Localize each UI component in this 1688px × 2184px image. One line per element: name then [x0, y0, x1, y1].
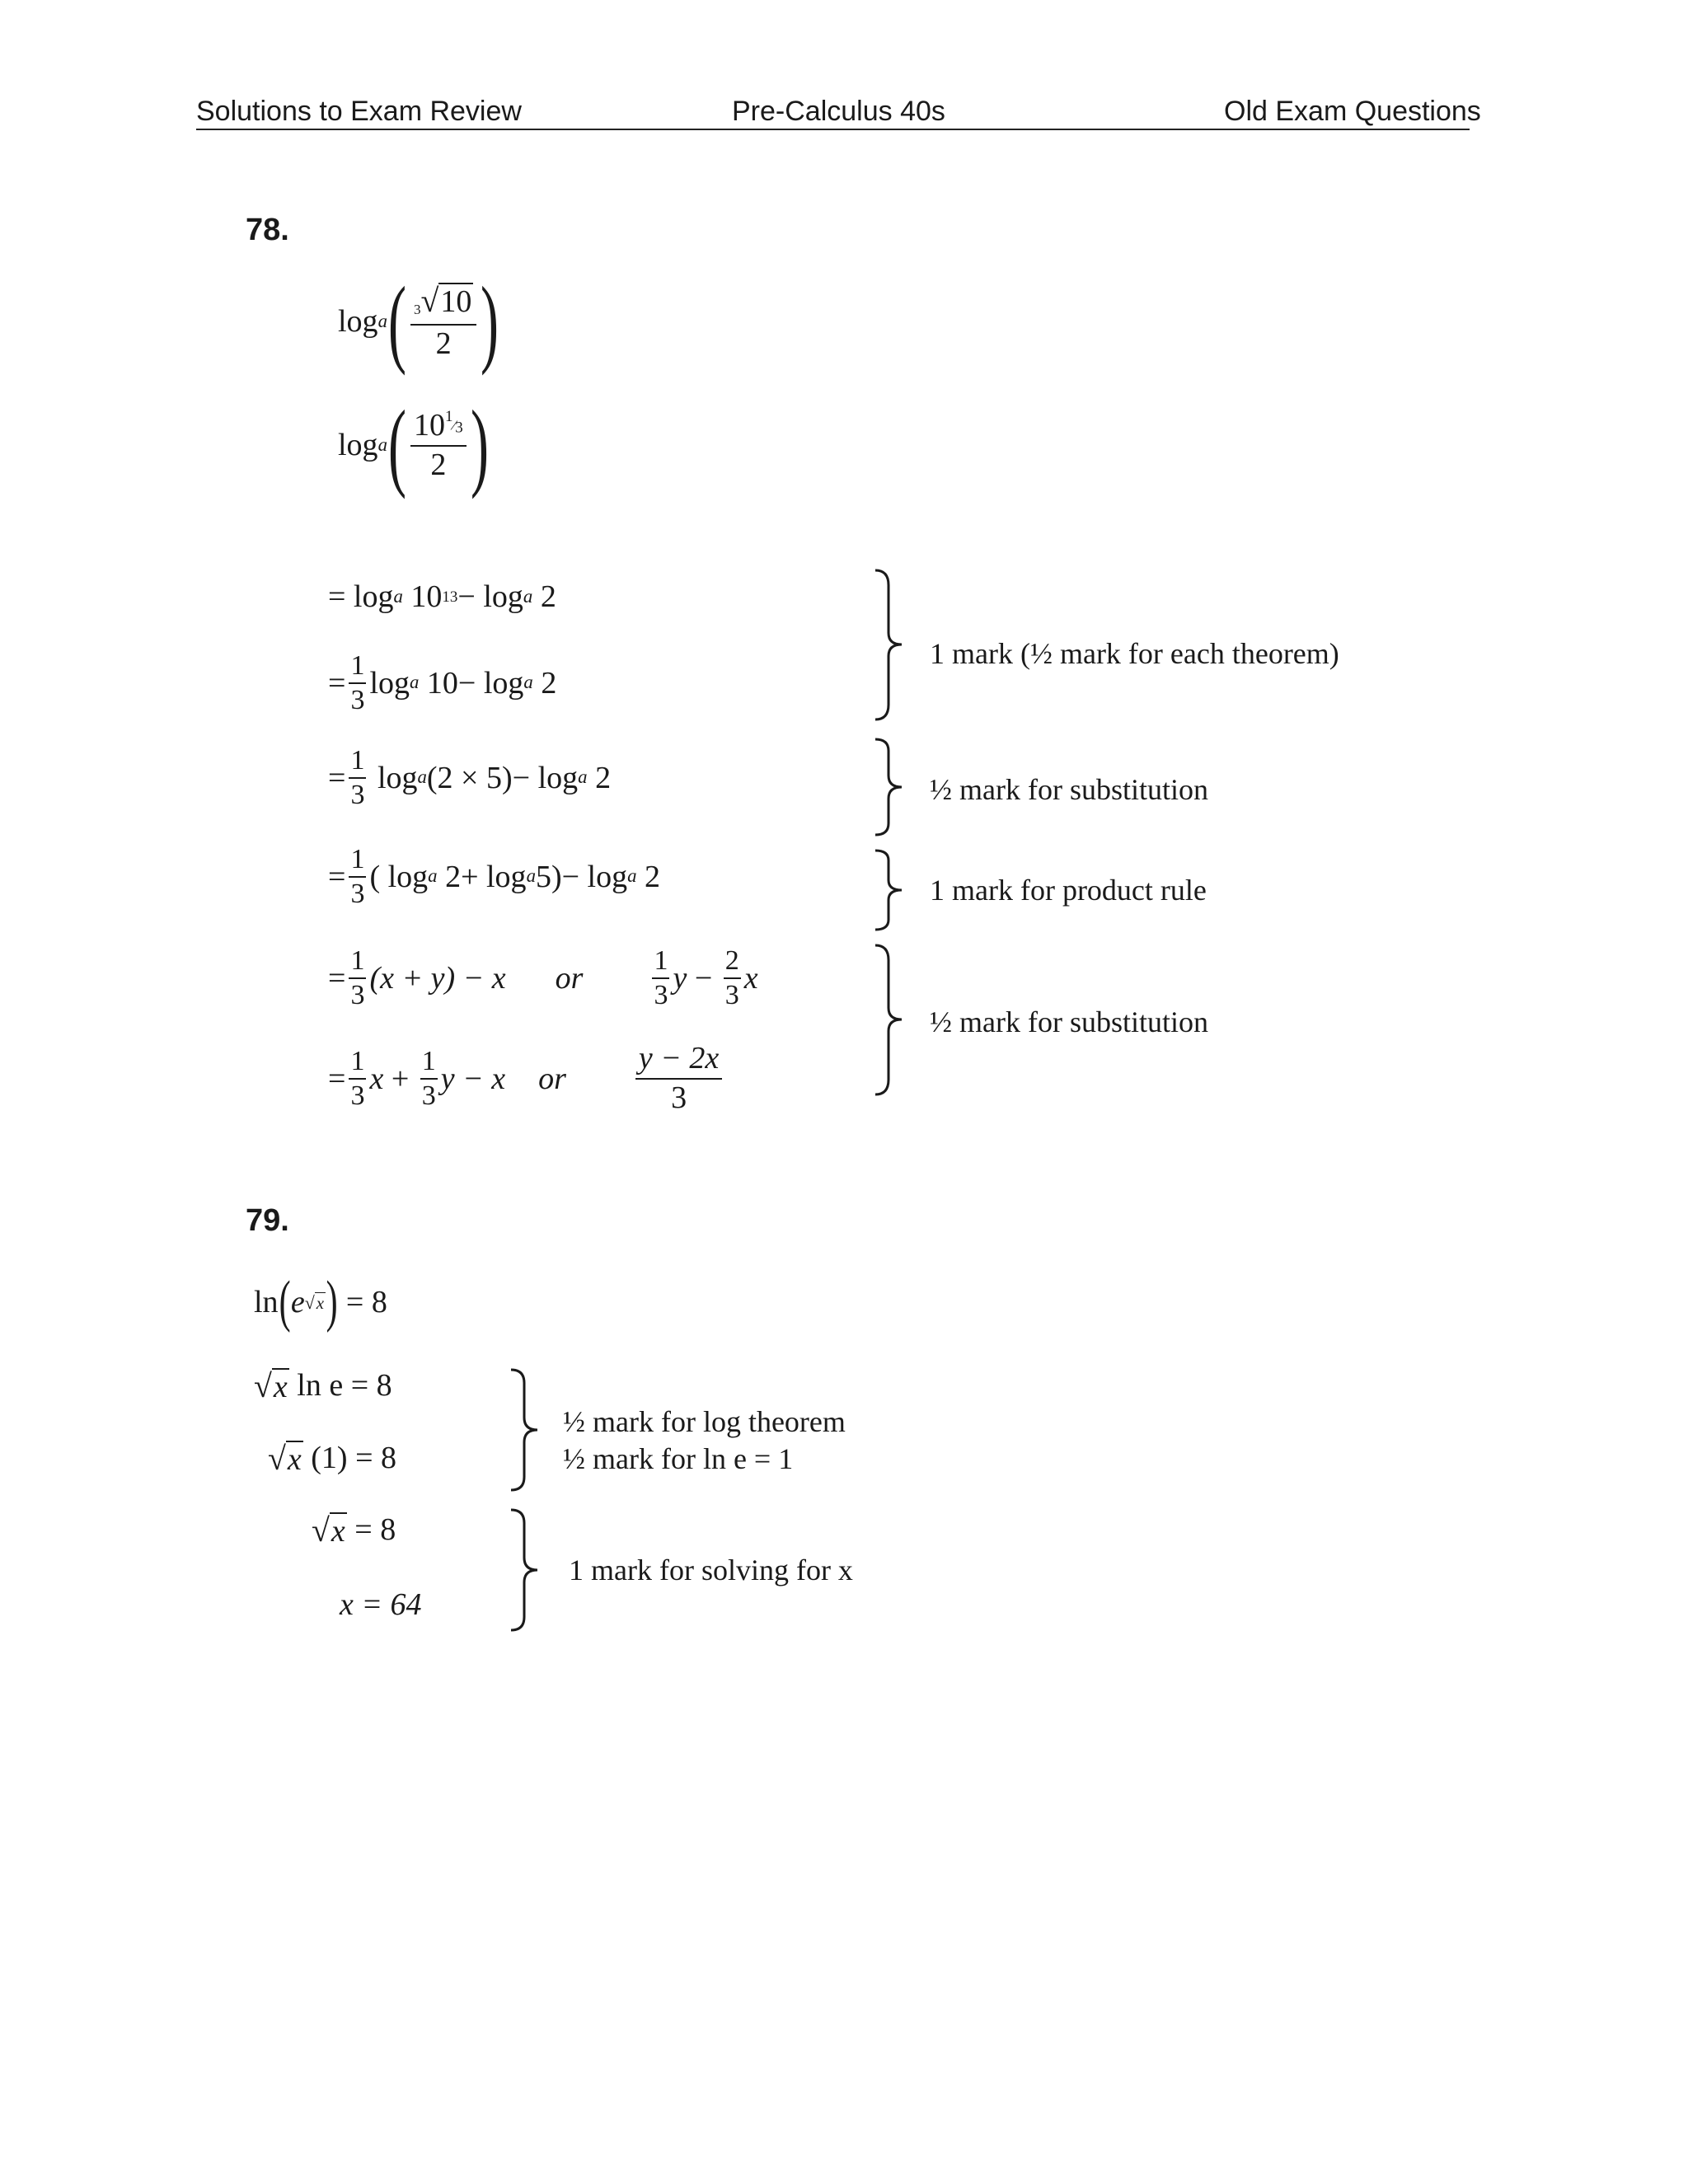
brace-icon — [509, 1368, 542, 1492]
brace-icon — [874, 569, 907, 721]
fraction: $\frac{1}{3}$ — [350, 844, 365, 909]
header-center: Pre-Calculus 40s — [732, 96, 945, 127]
fraction: $\frac{1}{3}$ — [350, 945, 365, 1010]
fraction: $\frac{y - 2x}{3}$ — [635, 1043, 722, 1115]
q78-line-3: = log a 10 1 3 − log a 2 — [328, 579, 556, 614]
radical-icon: √ — [420, 281, 439, 319]
fraction: $\frac{1}{3}$ — [654, 945, 668, 1010]
radical-icon: √ — [312, 1511, 330, 1549]
question-79-number: 79. — [246, 1203, 289, 1238]
header-rule — [196, 129, 1470, 130]
brace-icon — [874, 944, 907, 1096]
fraction: $\frac{2}{3}$ — [724, 945, 739, 1010]
header-left: Solutions to Exam Review — [196, 96, 522, 127]
q79-note-1: ½ mark for log theorem — [563, 1405, 846, 1438]
q78-line-7: = $\frac{1}{3}$ (x + y) − x or $\frac{1}{3}$ y − $\frac{2}{3}$ x — [328, 945, 758, 1010]
q79-line-5: x = 64 — [340, 1587, 422, 1622]
q78-line-1: log a ( 3 √ 10 2 ) — [338, 266, 499, 376]
fraction: $\frac{1}{3}$ — [350, 1046, 365, 1111]
fraction: $\frac{10^1⁄3}{2}$ — [410, 409, 467, 482]
header-right: Old Exam Questions — [1224, 96, 1481, 127]
brace-icon — [874, 849, 907, 931]
brace-icon — [509, 1508, 542, 1632]
fraction: $\frac{1}{3}$ — [350, 650, 365, 715]
q78-note-2: ½ mark for substitution — [930, 773, 1208, 806]
fraction: 3 √ 10 2 — [410, 283, 476, 361]
q79-note-2: ½ mark for ln e = 1 — [563, 1442, 794, 1475]
q78-line-2: log a ( $\frac{10^1⁄3}{2}$ ) — [338, 390, 489, 499]
q79-note-3: 1 mark for solving for x — [569, 1554, 853, 1586]
radical-icon: √ — [268, 1440, 286, 1478]
q79-line-4: √ x = 8 — [312, 1511, 396, 1549]
radical-icon: √ — [254, 1367, 272, 1405]
radical-icon: √ — [304, 1292, 315, 1314]
q78-line-8: = $\frac{1}{3}$ x + $\frac{1}{3}$ y − x or $\frac{y - 2x}{3}$ — [328, 1043, 725, 1115]
q79-line-2: √ x ln e = 8 — [254, 1367, 392, 1405]
q78-note-4: ½ mark for substitution — [930, 1005, 1208, 1038]
fraction: $\frac{1}{3}$ — [421, 1046, 436, 1111]
q78-line-5: = $\frac{1}{3}$ log a (2 × 5) − log a 2 — [328, 745, 612, 810]
q79-line-1: ln ( e √ x ) = 8 — [254, 1270, 387, 1333]
q79-line-3: √ x (1) = 8 — [268, 1440, 397, 1478]
q78-note-1: 1 mark (½ mark for each theorem) — [930, 637, 1339, 670]
q78-line-6: = $\frac{1}{3}$ ( log a 2 + log a 5) − log a 2 — [328, 844, 661, 909]
question-78-number: 78. — [246, 213, 289, 247]
brace-icon — [874, 738, 907, 837]
q78-note-3: 1 mark for product rule — [930, 874, 1207, 907]
fraction: $\frac{1}{3}$ — [350, 745, 365, 810]
q78-line-4: = $\frac{1}{3}$ log a 10 − log a 2 — [328, 650, 557, 715]
